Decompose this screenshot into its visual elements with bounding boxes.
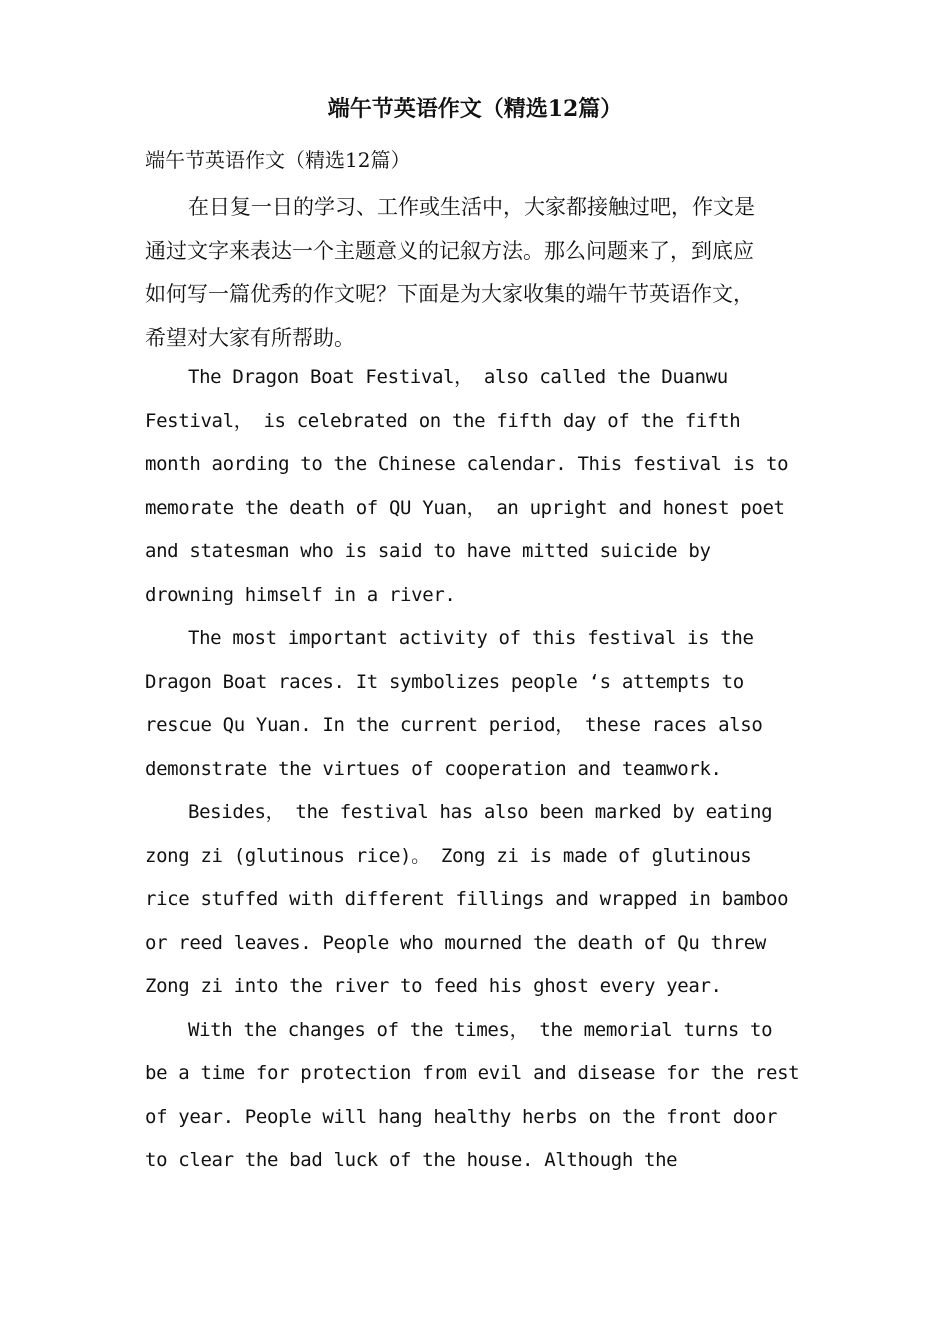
intro-line: 如何写一篇优秀的作文呢？下面是为大家收集的端午节英语作文， bbox=[145, 282, 754, 306]
essay-line: memorate the death of QU Yuan， an upright and honest poet bbox=[145, 496, 785, 519]
essay-line: and statesman who is said to have mitted suicide by bbox=[145, 540, 711, 562]
essay-body bbox=[145, 356, 825, 1183]
essay-line: month aording to the Chinese calendar. This festival is to bbox=[145, 453, 789, 475]
essay-line: Festival， is celebrated on the fifth day of the fifth bbox=[145, 409, 741, 432]
intro-line: 在日复一日的学习、工作或生活中，大家都接触过吧，作文是 bbox=[188, 195, 755, 219]
essay-line: rice stuffed with different fillings and wrapped in bamboo bbox=[145, 888, 789, 910]
essay-line: Besides， the festival has also been marked by eating bbox=[188, 801, 773, 823]
essay-line: Dragon Boat races. It symbolizes people ‘s attempts to bbox=[145, 670, 744, 693]
intro-paragraph bbox=[145, 186, 825, 360]
essay-line: of year. People will hang healthy herbs on the front door bbox=[145, 1105, 778, 1128]
essay-line: be a time for protection from evil and disease for the rest bbox=[145, 1062, 800, 1084]
essay-line: to clear the bad luck of the house. Although the bbox=[145, 1149, 678, 1171]
essay-line: drowning himself in a river. bbox=[145, 583, 456, 606]
essay-line: demonstrate the virtues of cooperation and teamwork. bbox=[145, 757, 722, 780]
essay-line: With the changes of the times， the memorial turns to bbox=[188, 1018, 773, 1041]
essay-line: or reed leaves. People who mourned the death of Qu threw bbox=[145, 931, 766, 954]
document-subtitle: 端午节英语作文（精选12篇） bbox=[145, 148, 411, 172]
essay-line: The most important activity of this festival is the bbox=[188, 627, 754, 649]
essay-line: zong zi (glutinous rice)。 Zong zi is made of glutinous bbox=[145, 844, 752, 867]
document-title: 端午节英语作文（精选12篇） bbox=[327, 96, 623, 122]
intro-line: 希望对大家有所帮助。 bbox=[145, 325, 355, 350]
essay-line: The Dragon Boat Festival， also called the Duanwu bbox=[188, 366, 728, 388]
essay-line: Zong zi into the river to feed his ghost every year. bbox=[145, 975, 722, 997]
intro-line: 通过文字来表达一个主题意义的记叙方法。那么问题来了，到底应 bbox=[145, 238, 754, 263]
essay-line: rescue Qu Yuan. In the current period， these races also bbox=[145, 714, 763, 736]
